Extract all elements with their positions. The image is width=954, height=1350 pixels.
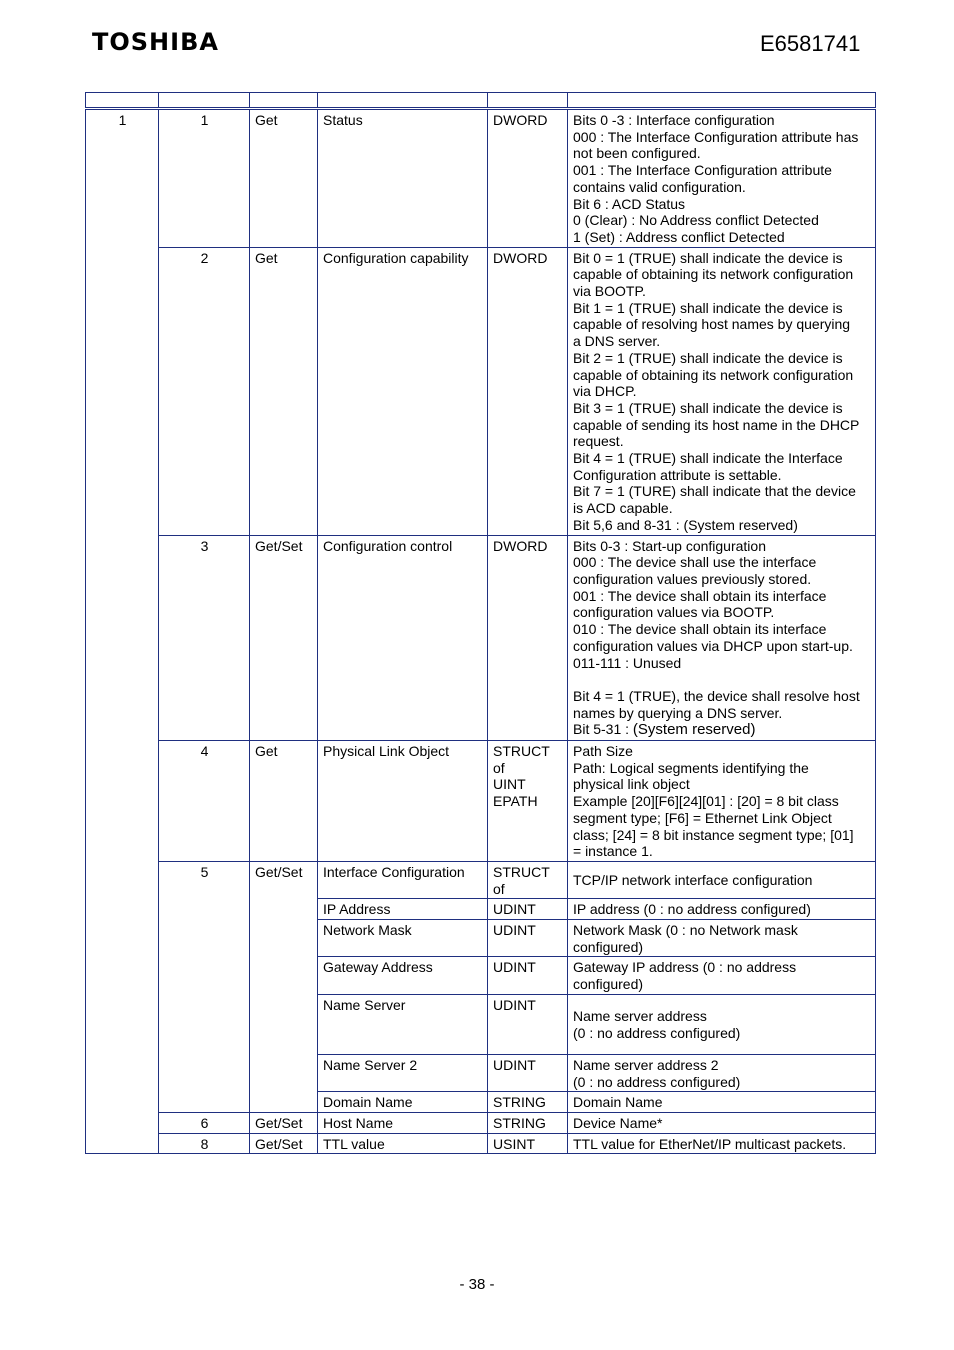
data-type: STRUCT of UINT EPATH bbox=[488, 741, 568, 862]
member-description: Gateway IP address (0 : no address configured) bbox=[568, 957, 876, 994]
attribute-name: TTL value bbox=[318, 1133, 488, 1154]
member-name: Gateway Address bbox=[318, 957, 488, 994]
member-type: UDINT bbox=[488, 899, 568, 920]
table-row bbox=[86, 1112, 876, 1133]
table-row bbox=[86, 247, 876, 535]
page-number: - 38 - bbox=[459, 1276, 495, 1293]
attribute-name: Host Name bbox=[318, 1112, 488, 1133]
access-rule: Get bbox=[250, 247, 318, 535]
member-description: IP address (0 : no address configured) bbox=[568, 899, 876, 920]
attribute-id: 6 bbox=[159, 1112, 250, 1133]
access-rule: Get/Set bbox=[250, 535, 318, 740]
attribute-name: Configuration control bbox=[318, 535, 488, 740]
attribute-table bbox=[85, 92, 876, 1154]
member-type: UDINT bbox=[488, 957, 568, 994]
table-row bbox=[86, 535, 876, 740]
data-type: USINT bbox=[488, 1133, 568, 1154]
access-rule: Get bbox=[250, 741, 318, 862]
header-cell bbox=[250, 93, 318, 109]
member-description: Domain Name bbox=[568, 1092, 876, 1113]
description: Bits 0-3 : Start-up configuration 000 : The device shall use the interface configuration values previously stored. 001 : The device shall obtain its interface configuration values via BOOTP. 010 : The device shall obtain its interface configuration values via DHCP upon start-up. 011-111 : Unused Bit 4 = 1 (TRUE), the device shall resolve host names by querying a DNS server. Bit 5-31 : (System reserved) bbox=[568, 535, 876, 740]
description: Bits 0 -3 : Interface configuration 000 : The Interface Configuration attribute has not been configured. 001 : The Interface Configuration attribute contains valid configuration. Bit 6 : ACD Status 0 (Clear) : No Address conflict Detected 1 (Set) : Address conflict Detected bbox=[568, 109, 876, 248]
attribute-name: Configuration capability bbox=[318, 247, 488, 535]
attribute-id: 8 bbox=[159, 1133, 250, 1154]
document-number: E6581741 bbox=[760, 31, 861, 56]
attribute-id: 4 bbox=[159, 741, 250, 862]
member-description: Name server address 2 (0 : no address configured) bbox=[568, 1054, 876, 1091]
attribute-name: Interface Configuration bbox=[318, 861, 488, 898]
description: Device Name* bbox=[568, 1112, 876, 1133]
attribute-name: Status bbox=[318, 109, 488, 248]
description: Path Size Path: Logical segments identifying the physical link object Example [20][F6][24][01] : [20] = 8 bit class segment type; [F6] = Ethernet Link Object class; [24] = 8 bit instance segment type; [01] = instance 1. bbox=[568, 741, 876, 862]
description: TTL value for EtherNet/IP multicast packets. bbox=[568, 1133, 876, 1154]
header-cell bbox=[318, 93, 488, 109]
access-rule: Get bbox=[250, 109, 318, 248]
attribute-name: Physical Link Object bbox=[318, 741, 488, 862]
member-type: UDINT bbox=[488, 920, 568, 957]
table-row bbox=[86, 741, 876, 862]
member-name: Network Mask bbox=[318, 920, 488, 957]
member-type: UDINT bbox=[488, 994, 568, 1054]
instance-cell: 1 bbox=[86, 109, 159, 1154]
attribute-id: 2 bbox=[159, 247, 250, 535]
attribute-id: 3 bbox=[159, 535, 250, 740]
header-cell bbox=[159, 93, 250, 109]
description: Bit 0 = 1 (TRUE) shall indicate the device is capable of obtaining its network configuration via BOOTP. Bit 1 = 1 (TRUE) shall indicate the device is capable of resolving host names by querying a DNS server. Bit 2 = 1 (TRUE) shall indicate the device is capable of obtaining its network configuration via DHCP. Bit 3 = 1 (TRUE) shall indicate the device is capable of sending its host name in the DHCP request. Bit 4 = 1 (TRUE) shall indicate the Interface Configuration attribute is settable. Bit 7 = 1 (TURE) shall indicate that the device is ACD capable. Bit 5,6 and 8-31 : (System reserved) bbox=[568, 247, 876, 535]
member-name: IP Address bbox=[318, 899, 488, 920]
header-cell bbox=[488, 93, 568, 109]
member-type: STRING bbox=[488, 1092, 568, 1113]
access-rule: Get/Set bbox=[250, 1112, 318, 1133]
description: TCP/IP network interface configuration bbox=[568, 861, 876, 898]
member-description: Name server address (0 : no address configured) bbox=[568, 994, 876, 1054]
data-type: DWORD bbox=[488, 535, 568, 740]
access-rule: Get/Set bbox=[250, 1133, 318, 1154]
member-description: Network Mask (0 : no Network mask configured) bbox=[568, 920, 876, 957]
data-type: STRUCT of bbox=[488, 861, 568, 898]
header-cell bbox=[86, 93, 159, 109]
data-type: STRING bbox=[488, 1112, 568, 1133]
data-type: DWORD bbox=[488, 109, 568, 248]
member-name: Name Server 2 bbox=[318, 1054, 488, 1091]
member-type: UDINT bbox=[488, 1054, 568, 1091]
member-name: Name Server bbox=[318, 994, 488, 1054]
table-row bbox=[86, 861, 876, 898]
table-header-row bbox=[86, 93, 876, 109]
data-type: DWORD bbox=[488, 247, 568, 535]
table-row bbox=[86, 109, 876, 248]
access-rule: Get/Set bbox=[250, 861, 318, 1112]
table-row bbox=[86, 1133, 876, 1154]
header-cell bbox=[568, 93, 876, 109]
toshiba-logo: TOSHIBA bbox=[92, 28, 219, 56]
member-name: Domain Name bbox=[318, 1092, 488, 1113]
attribute-id: 1 bbox=[159, 109, 250, 248]
attribute-id: 5 bbox=[159, 861, 250, 1112]
